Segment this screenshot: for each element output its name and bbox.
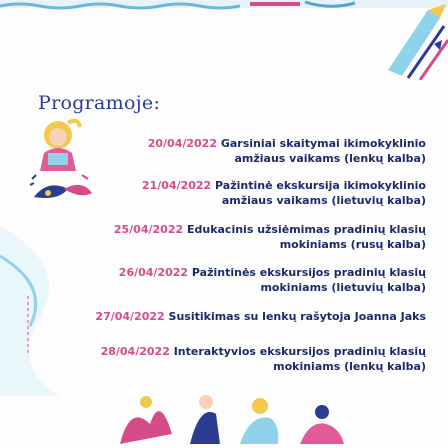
section-heading: Programoje: (38, 92, 161, 114)
event-title-line2: mokiniams (lenkų kalba) (273, 360, 426, 373)
event-title-line1: Garsiniai skaitymai ikimokyklinio (220, 137, 426, 150)
event-title-line2: mokiniams (rusų kalba) (279, 238, 426, 251)
event-date: 27/04/2022 (95, 310, 165, 323)
event-item (101, 344, 426, 374)
event-title-line1: Pažintinės ekskursijos pradinių klasių (191, 266, 426, 279)
event-date: 21/04/2022 (141, 179, 212, 192)
event-item (114, 222, 426, 252)
event-title-line2: amžiaus vaikams (lenkų kalba) (234, 152, 426, 165)
bottom-figures-decoration (120, 384, 360, 448)
event-title-line2: mokiniams (lietuvių kalba) (260, 281, 426, 294)
event-title-line1: Susitikimas su lenkų rašytoja Joanna Jaks (168, 310, 426, 323)
event-item (119, 265, 426, 295)
event-date: 20/04/2022 (147, 137, 217, 150)
event-title-line1: Interaktyvios ekskursijos pradinių klasių (173, 345, 426, 358)
event-item (142, 178, 426, 208)
event-title-line1: Pažintinė ekskursija ikimokyklinio (215, 179, 426, 192)
event-item (148, 136, 426, 166)
side-wave-decoration (0, 226, 110, 396)
reading-girl-illustration (28, 113, 88, 173)
event-title-line1: Edukacinis užsiėmimas pradinių klasių (186, 223, 426, 236)
event-date: 26/04/2022 (118, 266, 189, 279)
corner-pencil-decoration (358, 0, 448, 80)
event-date: 25/04/2022 (113, 223, 184, 236)
event-item (95, 309, 426, 324)
event-title-line2: amžiaus vaikams (lietuvių kalba) (221, 194, 426, 207)
bird-illustration (28, 171, 96, 211)
event-date: 28/04/2022 (100, 345, 170, 358)
